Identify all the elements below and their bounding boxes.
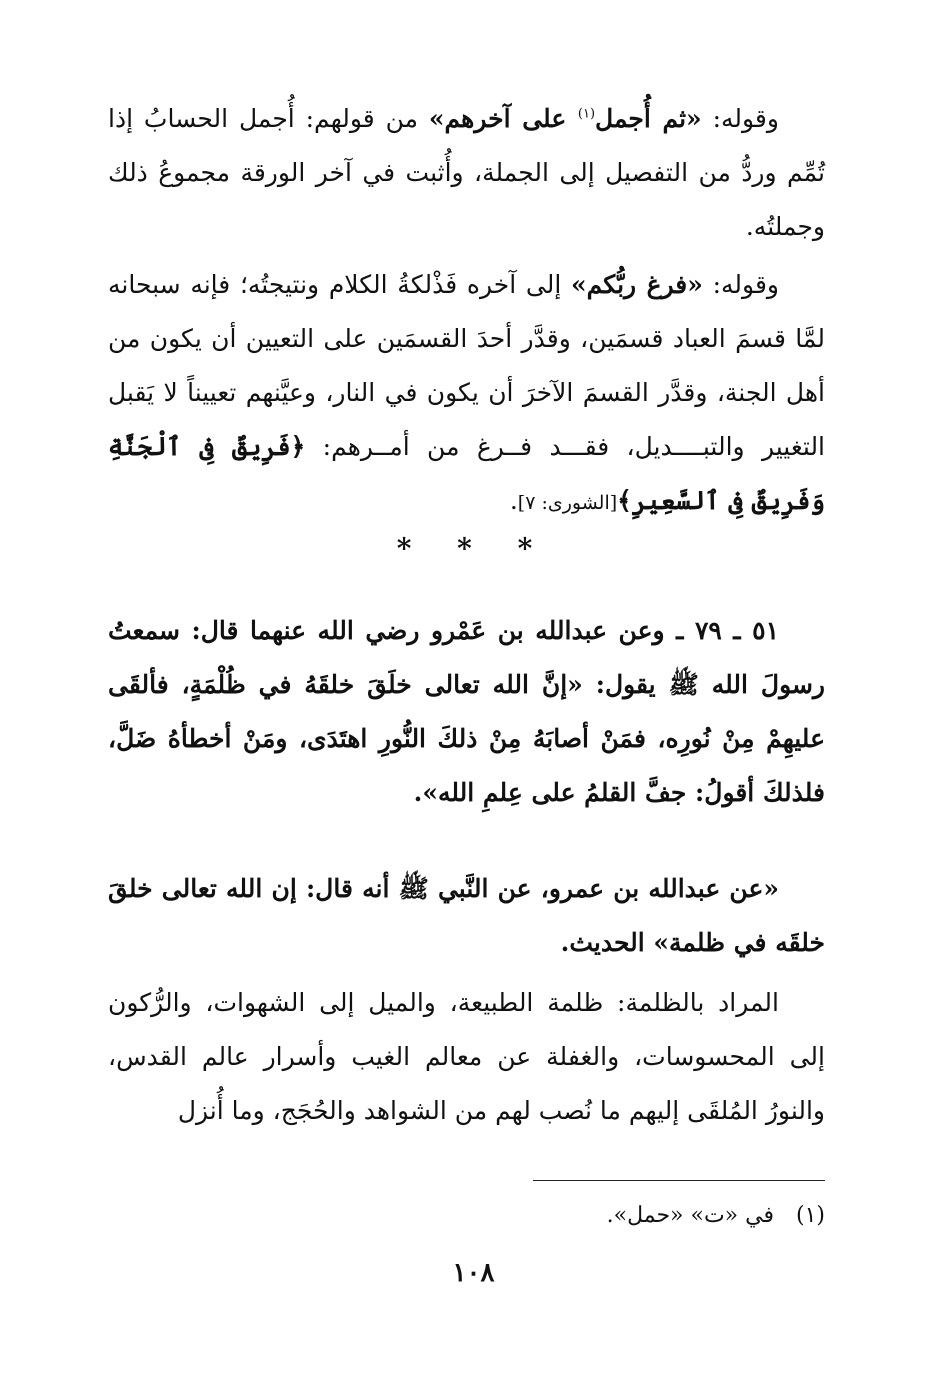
paragraph-faragha xyxy=(108,258,825,530)
footnote xyxy=(108,1196,825,1236)
paragraph-lead: وقوله: xyxy=(701,104,779,133)
footnote-marker: (١) xyxy=(577,106,596,122)
commentary-explanation xyxy=(108,976,825,1138)
quran-verse: ﴿فَرِيقٌ فِى ٱلْجَنَّةِ وَفَرِيقٌ فِى ٱلسَّعِيرِ﴾ xyxy=(108,432,825,515)
quoted-phrase: «ثم أُجمل xyxy=(595,104,702,133)
page-number: ١٠٨ xyxy=(452,1258,495,1288)
footnote-number: (١) xyxy=(795,1203,825,1228)
quoted-phrase: «فرغ ربُّكم» xyxy=(571,270,703,299)
footnote-text: في «ت» «حمل». xyxy=(606,1203,774,1228)
paragraph-lead: وقوله: xyxy=(702,270,779,299)
hadith-text xyxy=(108,604,825,820)
paragraph-end: . xyxy=(509,486,518,515)
verse-reference: [الشورى: ٧] xyxy=(517,492,618,514)
hadith-body: ٥١ ـ ٧٩ ـ وعن عبدالله بن عَمْرو رضي الله عنهما قال: سمعتُ رسولَ الله ﷺ يقول: «إنَّ الله تعالى خلَقَ خلقَهُ في ظُلْمَةٍ، فألقَى عليهِمْ مِنْ نُورِه، فمَنْ أصابَهُ مِنْ ذلكَ النُّورِ اهتَدَى، ومَنْ أخطأهُ ضَلَّ، فلذلكَ أقولُ: جفَّ القلمُ على عِلمِ الله». xyxy=(108,616,825,807)
quoted-phrase-end: على آخرهم» xyxy=(428,104,578,133)
paragraph-ujmil xyxy=(108,92,825,254)
paragraph-text: إلى آخره فَذْلكةُ الكلام ونتيجتُه؛ فإنه سبحانه لمَّا قسمَ العباد قسمَين، وقدَّر أحدَ القسمَين على التعيين أن يكون من أهل الجنة، وقدَّر القسمَ الآخرَ أن يكون في النار، وعيَّنهم تعييناً لا يَقبل التغيير والتبــــديل، فقـــد فــرغ من أمــرهم: xyxy=(108,270,826,461)
paragraph-text: من قولهم: أُجمل الحسابُ إذا تُمِّم وردُّ من التفصيل إلى الجملة، وأُثبت في آخر الورقة مجموعُ ذلك وجملتُه. xyxy=(108,104,825,241)
commentary-text: المراد بالظلمة: ظلمة الطبيعة، والميل إلى الشهوات، والرُّكون إلى المحسوسات، والغفلة عن معالم الغيب وأسرار عالم القدس، والنورُ المُلقَى إليهم ما نُصب لهم من الشواهد والحُجَج، وما أُنزل xyxy=(108,988,825,1125)
commentary-intro xyxy=(108,862,825,970)
section-separator: * * * xyxy=(396,532,551,565)
commentary-text: «عن عبدالله بن عمرو، عن النَّبي ﷺ أنه قال: إن الله تعالى خلقَ خلقَه في ظلمة» الحديث. xyxy=(108,874,825,957)
footnote-divider xyxy=(533,1180,825,1181)
